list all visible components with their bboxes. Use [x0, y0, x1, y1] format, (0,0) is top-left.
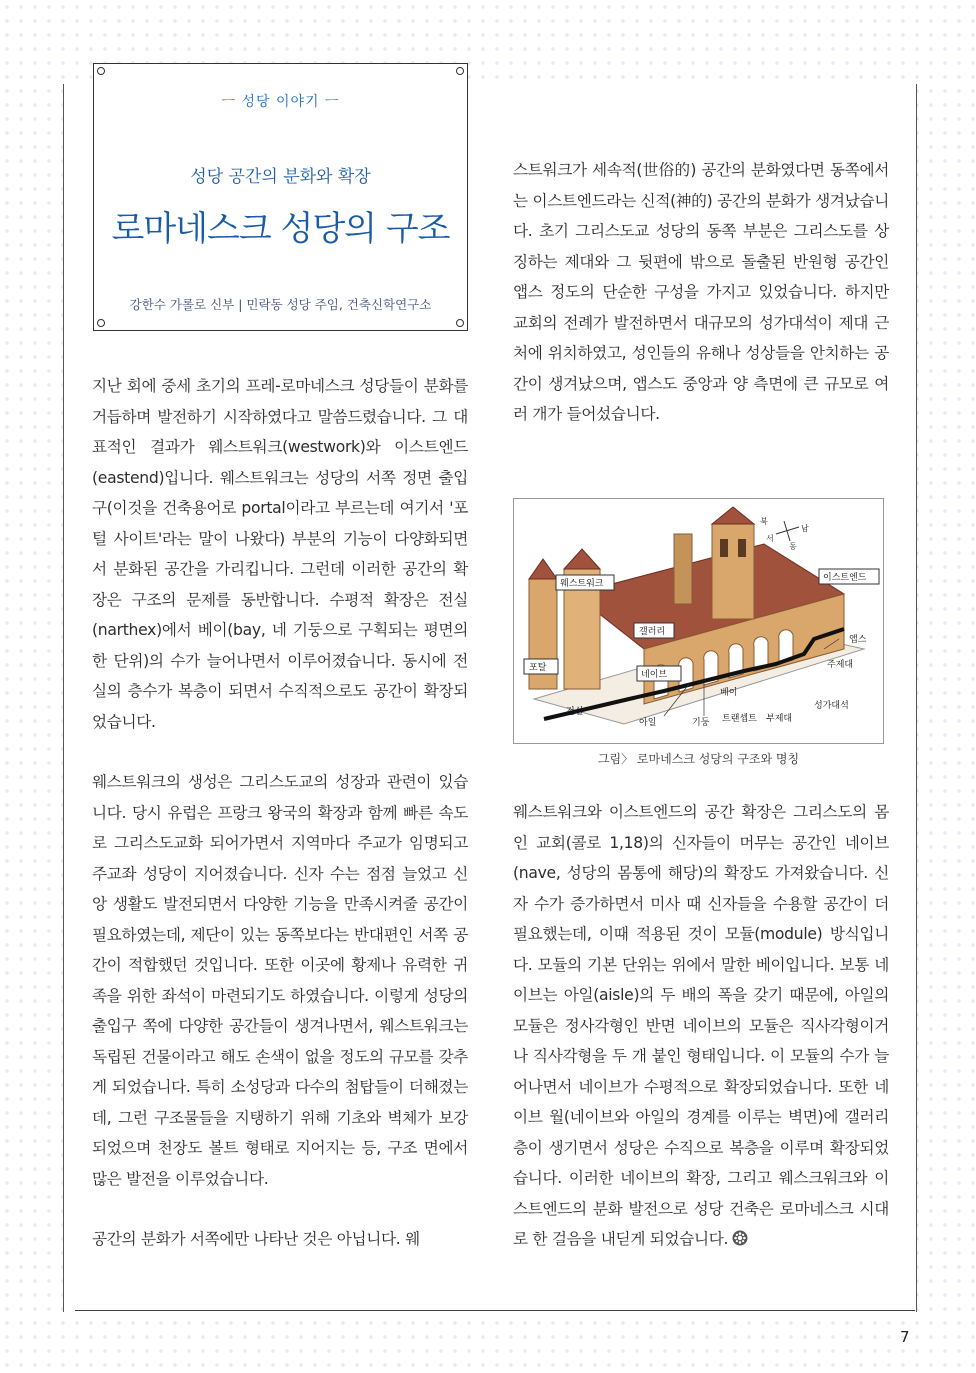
right-column-bottom: [513, 797, 889, 1255]
label-apse: 앱스: [849, 635, 867, 645]
compass-south: 남: [801, 524, 809, 533]
paragraph-text: 웨스트워크와 이스트엔드의 공간 확장은 그리스도의 몸인 교회(콜로 1,18)의 신자들이 머무는 공간인 네이브(nave, 성당의 몸통에 해당)의 확장도 가져왔습니다. 신자 수가 증가하면서 미사 때 신자들을 수용할 공간이 더 필요했는데, 이때 적용된 것이 모듈(module) 방식입니다. 모듈의 기본 단위는 위에서 말한 베이입니다. 보통 네이브는 아일(aisle)의 두 배의 폭을 갖기 때문에, 아일의 모듈은 정사각형인 반면 네이브의 모듈은 직사각형이거나 직사각형을 두 개 붙인 형태입니다. 이 모듈의 수가 늘어나면서 네이브가 수평적으로 확장되었습니다. 또한 네이브 월(네이브와 아일의 경계를 이루는 벽면)에 갤러리층이 생기면서 성당은 수직으로 복층을 이루며 확장되었습니다. 이러한 네이브의 확장, 그리고 웨스크워크와 이스트엔드의 분화 발전으로 성당 건축은 로마네스크 시대로 한 걸음을 내딛게 되었습니다.: [513, 803, 889, 1248]
paragraph: [513, 797, 889, 1255]
series-label: ㅡ 성당 이야기 ㅡ: [221, 94, 340, 110]
label-portal: 포탈: [529, 663, 547, 673]
label-westwork: 웨스트워크: [560, 579, 604, 589]
author-byline: 강한수 가롤로 신부 | 민락동 성당 주임, 건축신학연구소: [129, 297, 432, 312]
corner-ornament: [456, 319, 464, 327]
corner-ornament: [456, 67, 464, 75]
corner-ornament: [97, 319, 105, 327]
label-side-altar: 부제대: [766, 714, 793, 724]
cathedral-diagram: [513, 498, 884, 744]
compass-east: 동: [789, 542, 797, 551]
page-number: 7: [900, 1328, 910, 1346]
corner-ornament: [97, 67, 105, 75]
compass-north: 북: [760, 517, 768, 526]
cathedral-illustration: [514, 499, 883, 743]
paragraph: 웨스트워크의 생성은 그리스도교의 성장과 관련이 있습니다. 당시 유럽은 프랑크 왕국의 확장과 함께 빠른 속도로 그리스도교화 되어가면서 지역마다 주교가 임명되고 주교좌 성당이 지어졌습니다. 신자 수는 점점 늘었고 신앙 생활도 발전되면서 다양한 기능을 만족시켜줄 공간이 필요하였는데, 제단이 있는 동쪽보다는 반대편인 서쪽 공간이 적합했던 것입니다. 또한 이곳에 황제나 유력한 귀족을 위한 좌석이 마련되기도 하였습니다. 이렇게 성당의 출입구 쪽에 다양한 공간들이 생겨나면서, 웨스트워크는 독립된 건물이라고 해도 손색이 없을 정도의 규모를 갖추게 되었습니다. 특히 소성당과 다수의 첨탑들이 더해졌는데, 그런 구조물들을 지탱하기 위해 기초와 벽체가 보강되었으며 천장도 볼트 형태로 지어지는 등, 구조 면에서 많은 발전을 이루었습니다.: [92, 773, 468, 1188]
compass-west: 서: [766, 534, 774, 543]
label-pillar: 기둥: [692, 718, 710, 728]
figure-caption: 그림〉 로마네스크 성당의 구조와 명칭: [597, 752, 800, 766]
right-column-top: [513, 155, 889, 430]
label-aisle: 아일: [639, 718, 657, 728]
label-gallery: 갤러리: [639, 627, 666, 637]
left-column: [92, 371, 468, 1255]
label-choir: 성가대석: [814, 701, 849, 711]
label-bay: 베이: [720, 688, 738, 698]
article-title: 로마네스크 성당의 구조: [111, 209, 450, 249]
paragraph: 스트워크가 세속적(世俗的) 공간의 분화였다면 동쪽에서는 이스트엔드라는 신적(神的) 공간의 분화가 생겨났습니다. 초기 그리스도교 성당의 동쪽 부분은 그리스도를 상징하는 제대와 그 뒷편에 밖으로 돌출된 반원형 공간인 앱스 정도의 단순한 구성을 가지고 있었습니다. 하지만 교회의 전례가 발전하면서 대규모의 성가대석이 제대 근처에 위치하였고, 성인들의 유해나 성상들을 안치하는 공간이 생겨났으며, 앱스도 중앙과 양 측면에 큰 규모로 여러 개가 들어섰습니다.: [513, 161, 889, 423]
article-subtitle: 성당 공간의 분화와 확장: [190, 167, 371, 187]
title-box: [93, 63, 468, 331]
label-eastend: 이스트엔드: [823, 573, 867, 583]
label-narthex: 전실: [566, 707, 584, 717]
label-transept: 트랜셉트: [722, 714, 757, 724]
footer-rule: [75, 1310, 915, 1311]
paragraph: 지난 회에 중세 초기의 프레-로마네스크 성당들이 분화를 거듭하며 발전하기 시작하였다고 말씀드렸습니다. 그 대표적인 결과가 웨스트워크(westwork)와 이스트엔드(eastend)입니다. 웨스트워크는 성당의 서쪽 정면 출입구(이것을 건축용어로 portal이라고 부르는데 여기서 '포털 사이트'라는 말이 나왔다) 부분의 기능이 다양화되면서 분화된 공간을 가리킵니다. 그런데 이러한 공간의 확장은 구조의 문제를 동반합니다. 수평적 확장은 전실(narthex)에서 베이(bay, 네 기둥으로 구획되는 평면의 한 단위)의 수가 늘어나면서 이루어졌습니다. 동시에 전실의 층수가 복층이 되면서 수직적으로도 공간이 확장되었습니다.: [92, 377, 468, 731]
paragraph: 공간의 분화가 서쪽에만 나타난 것은 아닙니다. 웨: [92, 1230, 420, 1248]
label-nave: 네이브: [641, 670, 668, 680]
end-mark-icon: [732, 1230, 748, 1246]
label-main-altar: 주제대: [827, 660, 854, 670]
